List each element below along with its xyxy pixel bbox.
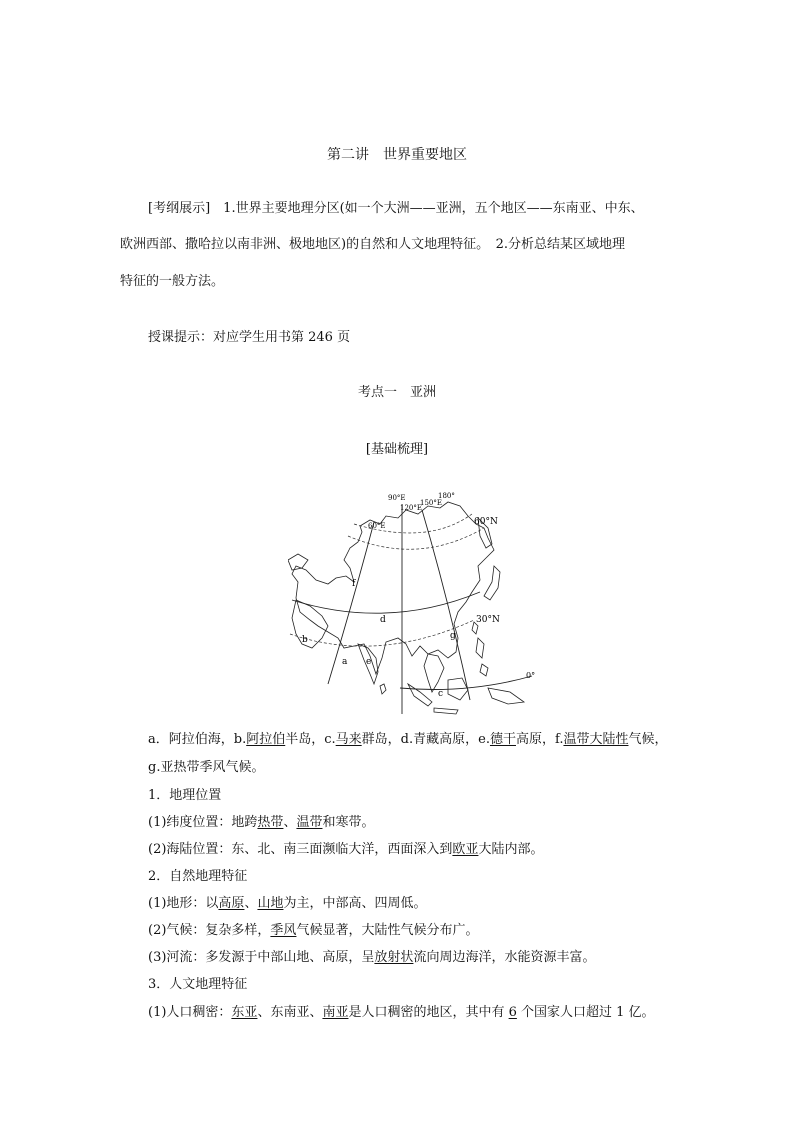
section2-item1: (1)地形：以高原、山地为主，中部高、四周低。	[148, 896, 427, 911]
section-title: 考点一 亚洲	[357, 385, 436, 400]
map-letter-d: d	[380, 615, 386, 625]
west-asia-land	[288, 554, 308, 570]
answer-eurasia: 欧亚	[452, 842, 479, 857]
answer-e: 德干	[489, 732, 516, 747]
outline-line-2: 欧洲西部、撒哈拉以南非洲、极地地区)的自然和人文地理特征。 2.分析总结某区域地理	[120, 237, 625, 252]
hint-text: 授课提示：对应学生用书第 246 页	[148, 330, 351, 345]
answer-tropical: 热带	[257, 815, 284, 830]
lon-label-120e: 120°E	[400, 504, 422, 512]
answers-line-1: a．阿拉伯海，b.阿拉伯半岛，c.马来群岛，d.青藏高原，e.德干高原，f.温带大陆性气候，	[148, 732, 668, 747]
map-letter-c: c	[438, 689, 444, 699]
lat-label-30n: 30°N	[476, 615, 500, 625]
answer-b: 阿拉伯	[246, 732, 286, 747]
answer-c: 马来	[335, 732, 362, 747]
section1-item2: (2)海陆位置：东、北、南三面濒临大洋，西面深入到欧亚大陆内部。	[148, 842, 544, 857]
japan	[484, 566, 500, 600]
section1-item1: (1)纬度位置：地跨热带、温带和寒带。	[148, 815, 375, 830]
section3-item1: (1)人口稠密：东亚、东南亚、南亚是人口稠密的地区，其中有 6 个国家人口超过 1 亿。	[148, 1005, 655, 1020]
map-letter-g: g	[450, 631, 456, 641]
lon-label-90e: 90°E	[388, 494, 406, 502]
section3-heading: 3．人文地理特征	[148, 977, 248, 992]
section1-heading: 1．地理位置	[148, 788, 222, 803]
lon-label-150e: 150°E	[420, 499, 442, 507]
arabian-peninsula	[292, 600, 328, 648]
answer-mountains: 山地	[257, 896, 284, 911]
answer-east-asia: 东亚	[231, 1005, 258, 1020]
lon-label-60e: 60°E	[368, 522, 386, 530]
answer-plateau: 高原	[218, 896, 245, 911]
map-letter-e: e	[366, 657, 372, 667]
arctic-circle	[348, 528, 484, 549]
parallel-30n	[292, 592, 480, 613]
outline-label: [考纲展示]	[148, 201, 211, 216]
section2-item2: (2)气候：复杂多样，季风气候显著，大陆性气候分布广。	[148, 923, 479, 938]
outline-line-1	[148, 200, 644, 218]
answer-f: 温带大陆性	[563, 732, 629, 747]
asia-coastline	[292, 502, 494, 674]
philippines	[476, 638, 488, 676]
section2-item3: (3)河流：多发源于中部山地、高原，呈放射状流向周边海洋，水能资源丰富。	[148, 950, 596, 965]
map-letter-f: f	[352, 579, 356, 589]
outline-line-3: 特征的一般方法。	[120, 274, 225, 289]
map-letter-b: b	[302, 635, 308, 645]
subsection-title: [基础梳理]	[365, 442, 429, 457]
new-guinea	[488, 688, 524, 704]
outline-text-1: 1.世界主要地理分区(如一个大洲——亚洲，五个地区——东南亚、中东、	[223, 201, 644, 216]
asia-map	[288, 488, 546, 716]
answer-radial: 放射状	[374, 950, 414, 965]
sumatra	[408, 684, 432, 706]
answer-temperate: 温带	[296, 815, 323, 830]
answer-monsoon: 季风	[270, 923, 297, 938]
answer-six: 6	[508, 1005, 517, 1020]
sri-lanka	[380, 684, 386, 694]
lat-label-0: 0°	[526, 671, 536, 680]
page-title: 第二讲 世界重要地区	[327, 147, 467, 163]
meridian-120e	[422, 510, 470, 700]
lon-label-180: 180°	[438, 492, 455, 500]
section2-heading: 2．自然地理特征	[148, 869, 248, 884]
indochina	[424, 654, 444, 692]
answers-line-2: g.亚热带季风气候。	[148, 760, 265, 775]
java	[434, 708, 458, 714]
lat-label-60n: 60°N	[474, 517, 498, 527]
answer-south-asia: 南亚	[322, 1005, 349, 1020]
map-letter-a: a	[342, 657, 348, 667]
